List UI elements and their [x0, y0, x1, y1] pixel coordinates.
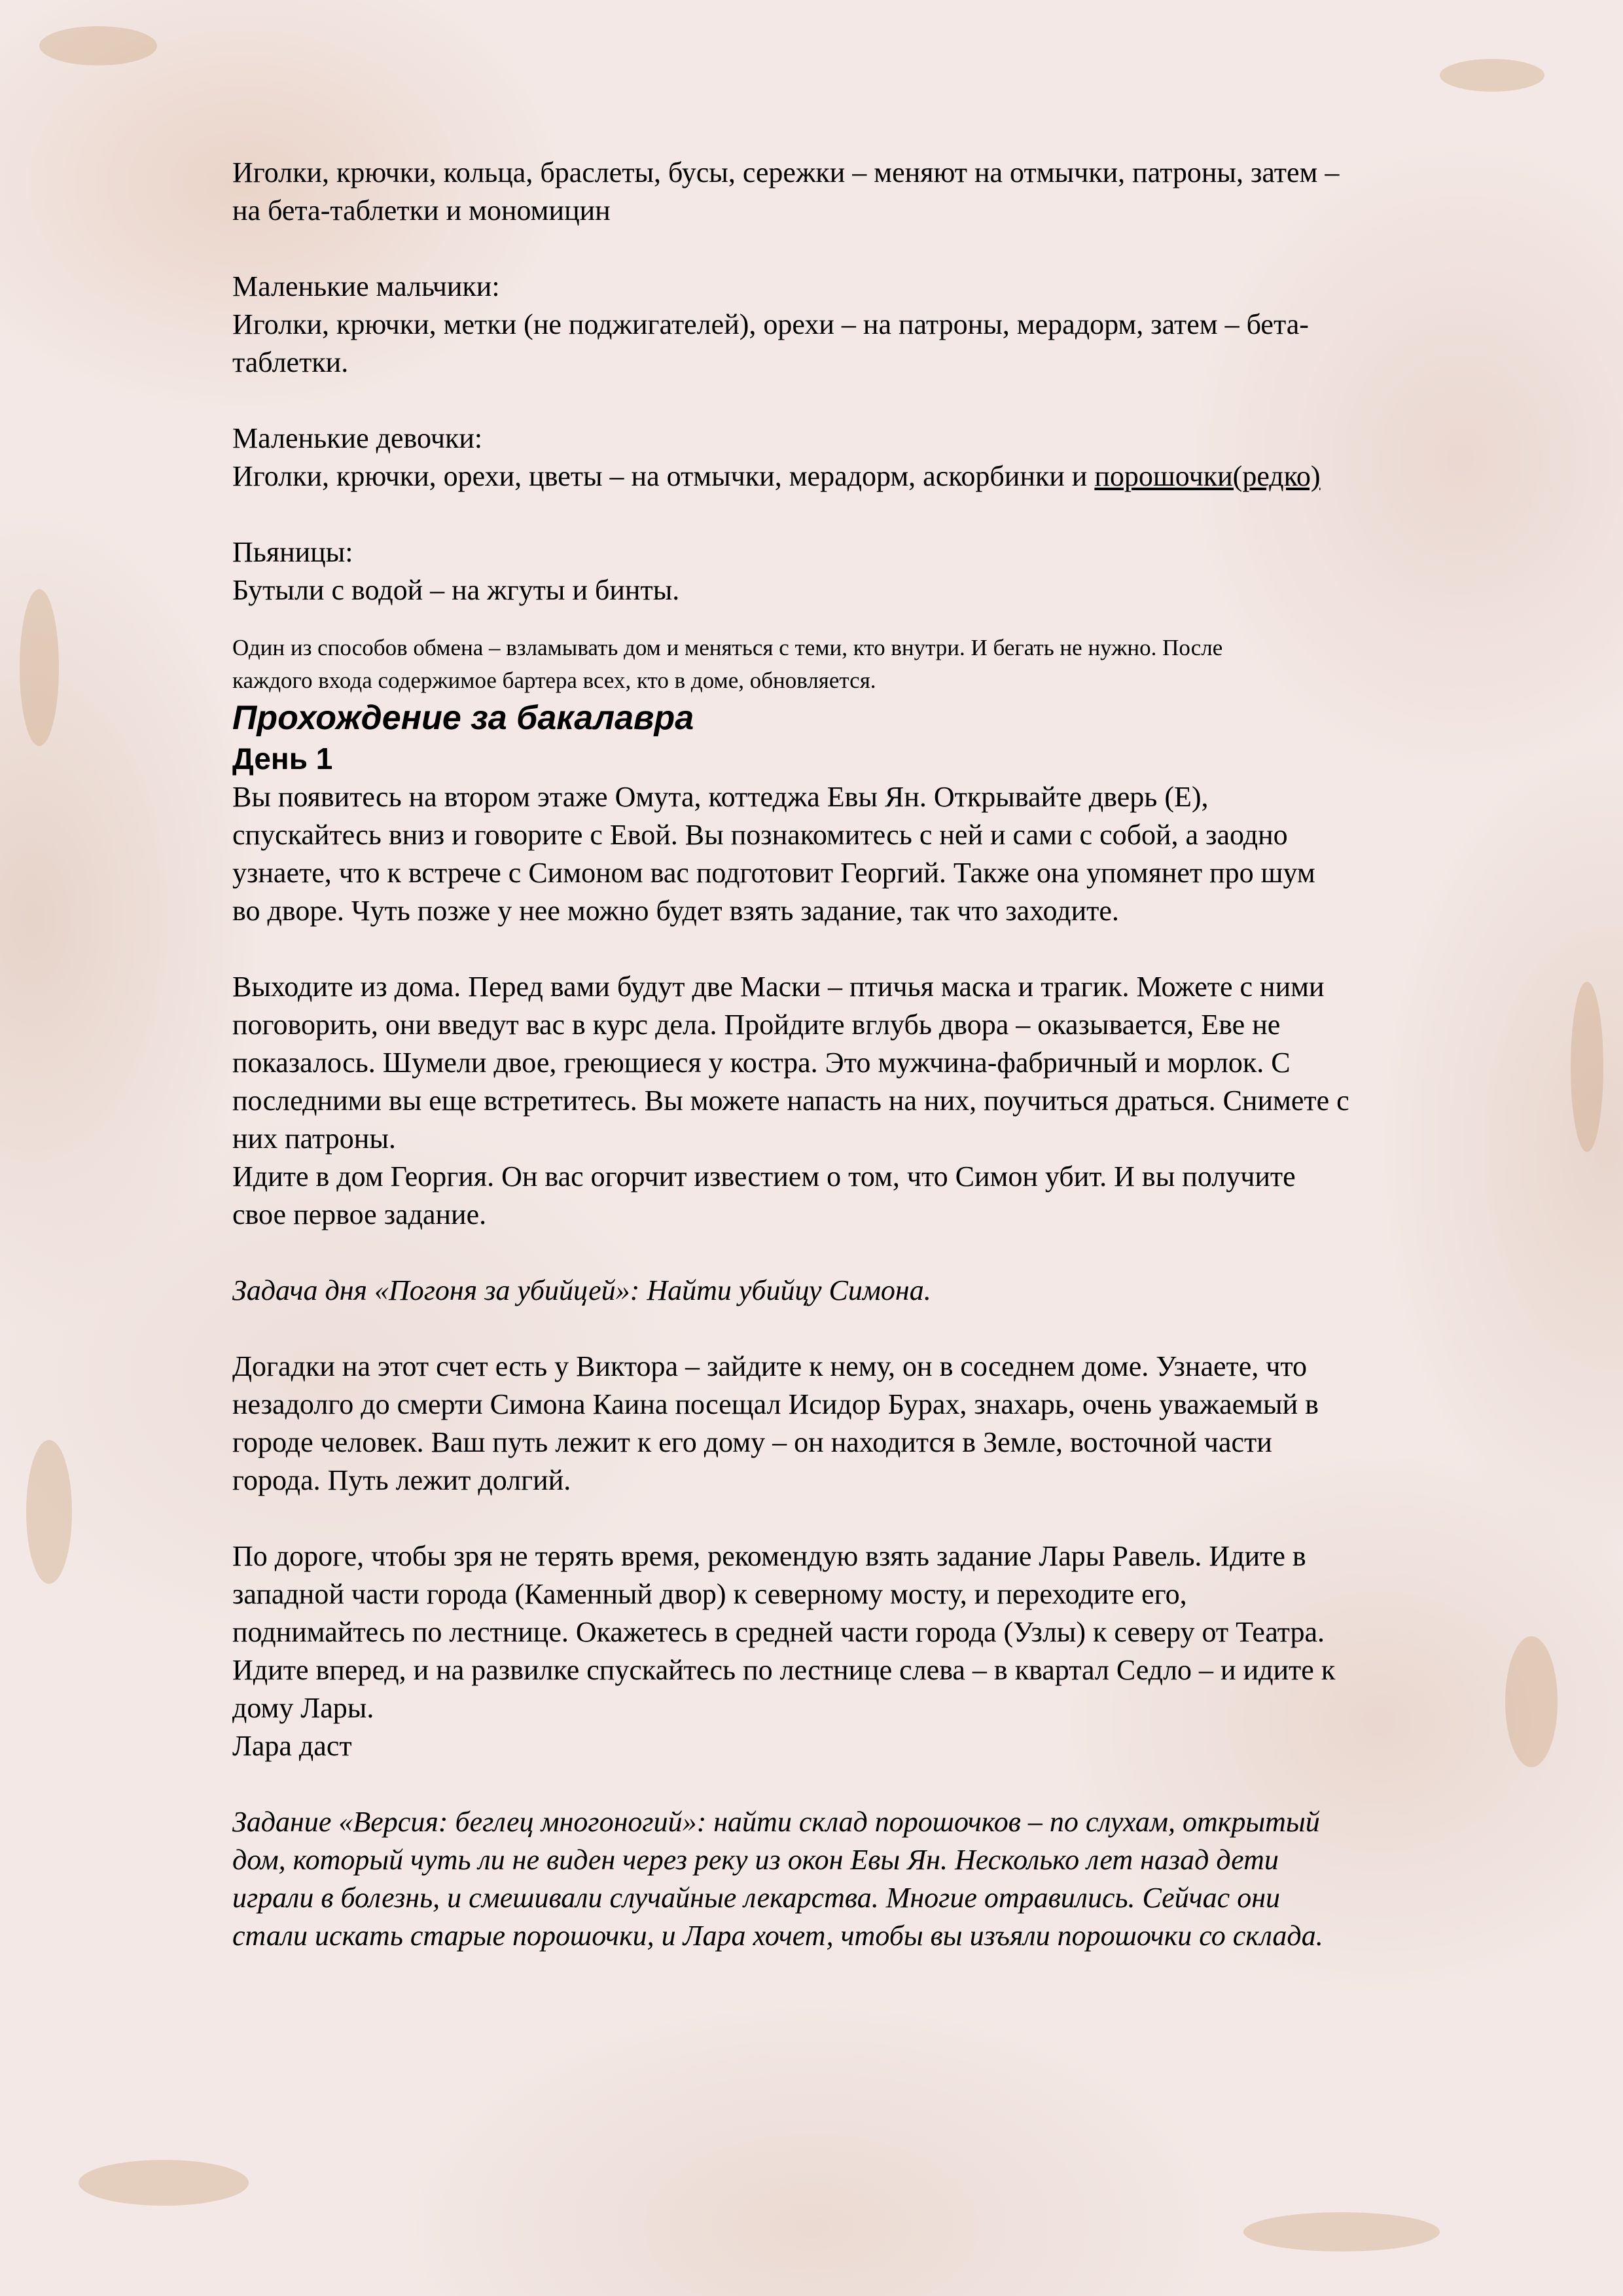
paragraph-line: Выходите из дома. Перед вами будут две Маски – птичья маска и трагик. Можете с ними: [232, 971, 1325, 1003]
paragraph-line: незадолго до смерти Симона Каина посещал Исидор Бурах, знахарь, очень уважаемый в: [232, 1388, 1319, 1420]
underlined-link[interactable]: порошочки(редко): [1094, 460, 1321, 492]
barter-group-title: Маленькие девочки:: [232, 422, 483, 454]
paragraph-line: во дворе. Чуть позже у нее можно будет взять задание, так что заходите.: [232, 895, 1119, 927]
task-line: Задача дня «Погоня за убийцей»: Найти убийцу Симона.: [232, 1274, 931, 1306]
barter-line: Бутыли с водой – на жгуты и бинты.: [232, 574, 680, 606]
barter-group-title: Пьяницы:: [232, 536, 353, 568]
paragraph-line: спускайтесь вниз и говорите с Евой. Вы познакомитесь с ней и сами с собой, а заодно: [232, 819, 1288, 851]
barter-line: на бета-таблетки и мономицин: [232, 194, 611, 226]
paragraph-line: Догадки на этот счет есть у Виктора – зайдите к нему, он в соседнем доме. Узнаете, что: [232, 1350, 1308, 1382]
barter-text: Иголки, крючки, орехи, цветы – на отмычки, мерадорм, аскорбинки и: [232, 460, 1095, 492]
paragraph-line: Вы появитесь на втором этаже Омута, коттеджа Евы Ян. Открывайте дверь (Е),: [232, 781, 1209, 813]
paragraph-line: узнаете, что к встрече с Симоном вас подготовит Георгий. Также она упомянет про шум: [232, 857, 1315, 889]
paragraph-line: показалось. Шумели двое, греющиеся у костра. Это мужчина-фабричный и морлок. С: [232, 1047, 1291, 1079]
document-body: [232, 154, 1508, 1955]
paragraph-line: последними вы еще встретитесь. Вы можете напасть на них, поучиться драться. Снимете с: [232, 1085, 1349, 1117]
barter-line: Иголки, крючки, метки (не поджигателей), орехи – на патроны, мерадорм, затем – бета-: [232, 308, 1309, 340]
day-title: День 1: [232, 742, 333, 776]
paragraph-line: западной части города (Каменный двор) к северному мосту, и переходите его,: [232, 1578, 1187, 1610]
task-line: играли в болезнь, и смешивали случайные лекарства. Многие отравились. Сейчас они: [232, 1882, 1281, 1914]
task-line: Задание «Версия: беглец многоногий»: найти склад порошочков – по слухам, открытый: [232, 1806, 1320, 1838]
paragraph-line: Лара даст: [232, 1730, 352, 1762]
barter-line: таблетки.: [232, 346, 349, 378]
paragraph-line: свое первое задание.: [232, 1198, 487, 1230]
paragraph-line: поднимайтесь по лестнице. Окажетесь в средней части города (Узлы) к северу от Театра.: [232, 1616, 1325, 1648]
task-line: дом, который чуть ли не виден через реку из окон Евы Ян. Несколько лет назад дети: [232, 1844, 1279, 1876]
paragraph-line: Идите в дом Георгия. Он вас огорчит известием о том, что Симон убит. И вы получите: [232, 1160, 1296, 1193]
paragraph-line: них патроны.: [232, 1122, 396, 1155]
barter-note: Один из способов обмена – взламывать дом и меняться с теми, кто внутри. И бегать не нужно. После: [232, 635, 1223, 660]
barter-note: каждого входа содержимое бартера всех, кто в доме, обновляется.: [232, 668, 876, 693]
section-title: Прохождение за бакалавра: [232, 699, 694, 737]
paragraph-line: поговорить, они введут вас в курс дела. Пройдите вглубь двора – оказывается, Еве не: [232, 1009, 1281, 1041]
paragraph-line: города. Путь лежит долгий.: [232, 1464, 571, 1496]
paragraph-line: городе человек. Ваш путь лежит к его дому – он находится в Земле, восточной части: [232, 1426, 1272, 1458]
barter-group-title: Маленькие мальчики:: [232, 270, 500, 302]
paragraph-line: Идите вперед, и на развилке спускайтесь по лестнице слева – в квартал Седло – и идите к: [232, 1654, 1336, 1686]
barter-line: [232, 457, 1508, 495]
barter-line: Иголки, крючки, кольца, браслеты, бусы, сережки – меняют на отмычки, патроны, затем –: [232, 156, 1340, 188]
paragraph-line: дому Лары.: [232, 1692, 374, 1724]
task-line: стали искать старые порошочки, и Лара хочет, чтобы вы изъяли порошочки со склада.: [232, 1920, 1323, 1952]
paragraph-line: По дороге, чтобы зря не терять время, рекомендую взять задание Лары Равель. Идите в: [232, 1540, 1306, 1572]
